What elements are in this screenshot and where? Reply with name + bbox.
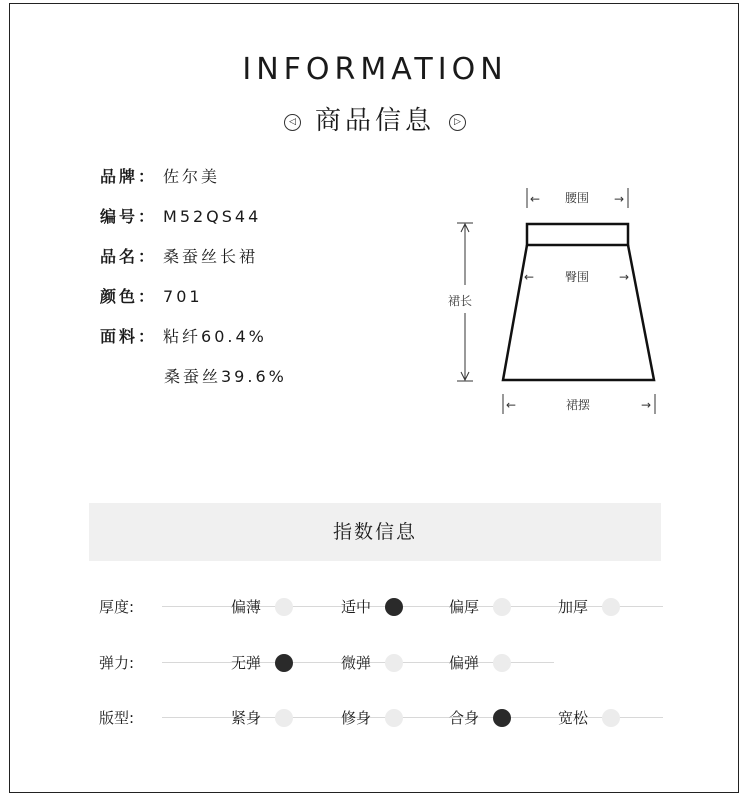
index-row-label: 弹力: [99, 654, 135, 672]
info-value: 佐尔美 [163, 167, 221, 186]
page-subtitle [0, 100, 750, 137]
waist-left-arrow: ← [530, 192, 541, 206]
hip-right-arrow: → [619, 270, 630, 284]
hip-label: 臀围 [565, 270, 590, 284]
info-key: 品名： [100, 247, 158, 266]
option-label: 无弹 [231, 654, 262, 672]
option-dot [385, 654, 403, 672]
info-row-fabric-2 [164, 364, 287, 387]
option-label: 偏弹 [449, 654, 480, 672]
info-key: 品牌： [100, 167, 158, 186]
left-arrow-icon: ◁ [284, 114, 301, 131]
option-dot [493, 654, 511, 672]
info-row-fabric [100, 324, 267, 347]
info-value: 粘纤60.4% [163, 327, 267, 346]
option-label: 合身 [449, 709, 480, 727]
page-title: INFORMATION [242, 52, 508, 87]
index-row-label: 版型: [99, 709, 135, 727]
info-value: 桑蚕丝39.6% [164, 367, 287, 386]
option-label: 偏薄 [231, 598, 262, 616]
info-key: 面料： [100, 327, 158, 346]
info-row-name [100, 244, 258, 267]
waist-label: 腰围 [565, 191, 590, 205]
hem-label: 裙摆 [566, 398, 591, 412]
option-dot [385, 709, 403, 727]
index-row-fit [0, 703, 750, 733]
hip-left-arrow: ← [524, 270, 535, 284]
hem-right-arrow: → [641, 398, 652, 412]
index-row-thickness [0, 592, 750, 622]
right-arrow-icon: ▷ [449, 114, 466, 131]
option-dot-selected [385, 598, 403, 616]
skirt-size-diagram [440, 180, 670, 420]
option-label: 适中 [341, 598, 372, 616]
option-label: 偏厚 [449, 598, 480, 616]
hem-left-arrow: ← [506, 398, 517, 412]
info-key: 编号： [100, 207, 158, 226]
index-row-elasticity [0, 648, 750, 678]
option-label: 微弹 [341, 654, 372, 672]
option-label: 紧身 [231, 709, 262, 727]
option-label: 加厚 [558, 598, 589, 616]
option-dot-selected [493, 709, 511, 727]
skirt-body [503, 245, 654, 380]
option-dot-selected [275, 654, 293, 672]
info-value: M52QS44 [163, 207, 262, 226]
index-section-header: 指数信息 [89, 503, 661, 561]
info-value: 701 [163, 287, 203, 306]
info-row-color [100, 284, 203, 307]
option-dot [493, 598, 511, 616]
info-value: 桑蚕丝长裙 [163, 247, 259, 266]
info-row-code [100, 204, 261, 227]
option-label: 修身 [341, 709, 372, 727]
option-dot [275, 709, 293, 727]
option-label: 宽松 [558, 709, 589, 727]
length-label: 裙长 [448, 294, 473, 308]
waist-right-arrow: → [614, 192, 625, 206]
info-row-brand [100, 164, 220, 187]
option-dot [602, 598, 620, 616]
option-dot [275, 598, 293, 616]
skirt-waistband [527, 224, 628, 245]
info-key: 颜色： [100, 287, 158, 306]
index-row-label: 厚度: [99, 598, 135, 616]
option-dot [602, 709, 620, 727]
subtitle-text: 商品信息 [314, 106, 435, 136]
